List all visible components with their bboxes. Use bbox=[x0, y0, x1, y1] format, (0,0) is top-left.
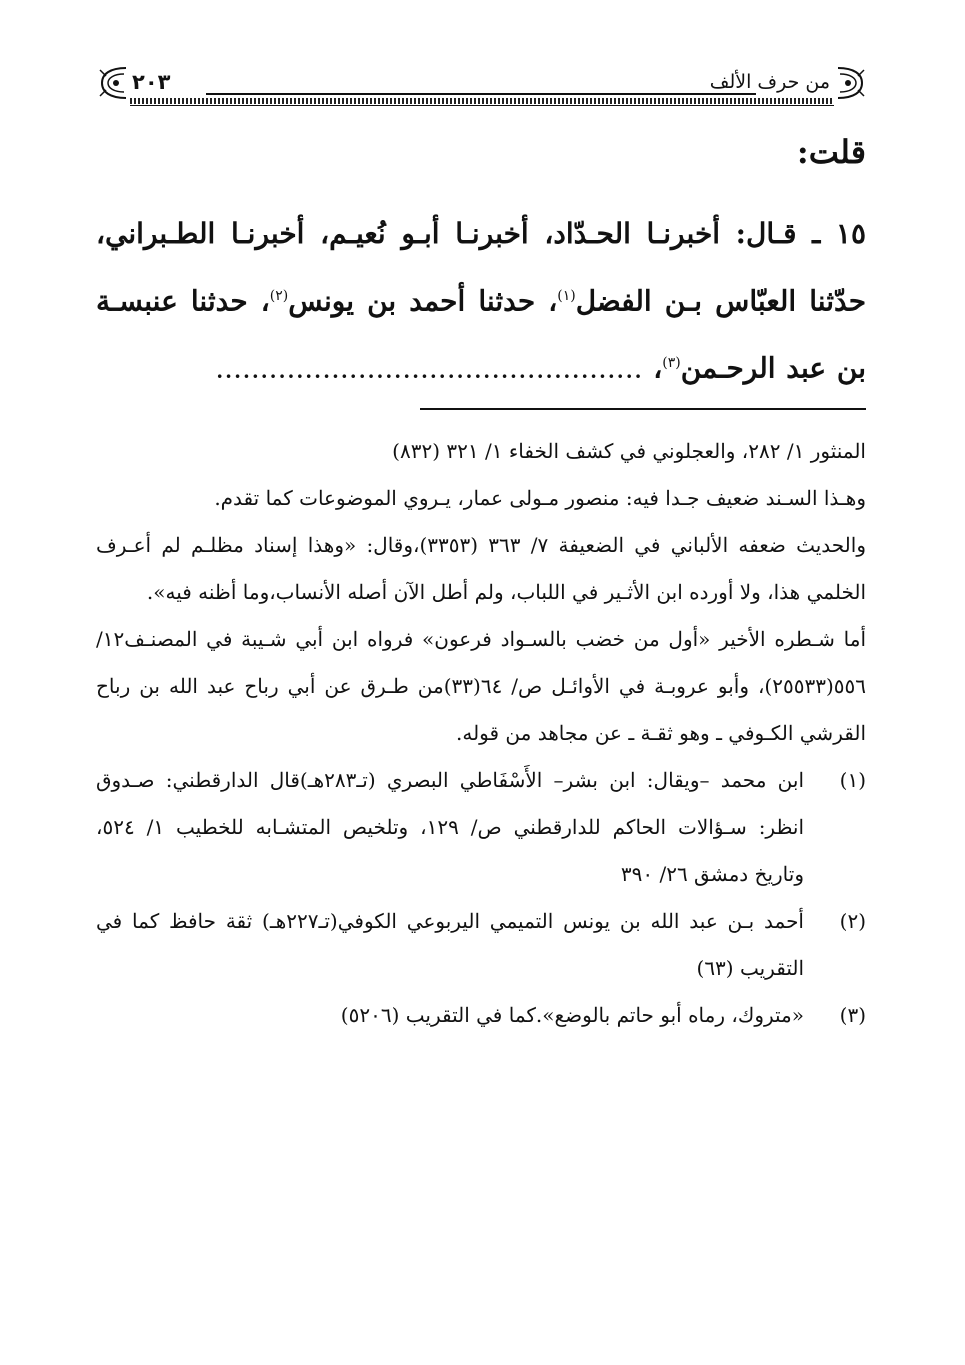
footnote-ref-3: (٣) bbox=[662, 355, 681, 372]
footnotes-area bbox=[96, 428, 866, 1039]
footnote-number: (٢) bbox=[839, 909, 866, 933]
continued-note-line: المنثور ١/ ٢٨٢، والعجلوني في كشف الخفاء ١/ ٣٢١ (٨٣٢) bbox=[392, 439, 866, 463]
footnote-number: (٣) bbox=[839, 1003, 866, 1027]
footnote-text: «متروك، رماه أبو حاتم بالوضع».كما في التقريب (٥٢٠٦) bbox=[340, 1003, 804, 1027]
ellipsis-dots: ................................................ bbox=[215, 351, 643, 385]
continued-note-paragraph: والحديث ضعفه الألباني في الضعيفة ٧/ ٣٦٣ (٣٣٥٣)،وقال: «وهذا إسناد مظلـم لم أعـرف الخلمي هذا، ولا أورده ابن الأثـير في اللباب، ولم أطل الآن أصله الأنساب،وما أظنه فيه». bbox=[96, 533, 866, 604]
footnote-separator bbox=[420, 408, 866, 410]
main-text bbox=[96, 125, 866, 400]
header-underline bbox=[130, 105, 834, 106]
footnote-number: (١) bbox=[839, 768, 866, 792]
continued-note-paragraph: وهـذا السـند ضعيف جـدا فيه: منصور مـولى عمار، يـروي الموضوعات كما تقدم. bbox=[214, 486, 866, 510]
hadith-text-4: ، bbox=[642, 351, 663, 385]
running-title: من حرف الألف bbox=[709, 71, 830, 93]
footnote-ref-1: (١) bbox=[557, 288, 576, 304]
footnote-text: ابن محمد –ويقال: ابن بشر– الأَسْفَاطي البصري (تـ٢٨٣هـ)قال الدارقطني: صـدوق انظر: سـؤالات الحاكم للدارقطني ص/ ١٢٩، وتلخيص المتشـابه للخطيب ١/ ٥٢٤، وتاريخ دمشق ٢٦/ ٣٩٠ bbox=[96, 768, 804, 886]
footnote-3 bbox=[96, 992, 866, 1039]
header-rule bbox=[206, 93, 756, 95]
footnote-1 bbox=[96, 757, 866, 898]
ornament-right-icon bbox=[834, 64, 868, 102]
hadith-text-2: ، حدثنا أحمد بن يونس bbox=[288, 284, 558, 318]
footnote-ref-2: (٢) bbox=[269, 288, 289, 304]
hadith-text-1: ١٥ ـ قـال: أخبرنـا الحـدّاد، أخبرنـا أبـو نُعيـم، أخبرنـا الطـبراني، حدّثنا العبّاس بـن الفضل bbox=[96, 217, 866, 318]
header-ornamental-band bbox=[130, 98, 834, 104]
continued-note-paragraph: أما شـطره الأخير «أول من خضب بالسـواد فرعون» فرواه ابن أبي شـيبة في المصنـف١٢/ ٥٥٦(٢٥٥٣٣)، وأبو عروبـة في الأوائـل ص/ ٦٤(٣٣)من طـرق عن أبي رباح عبد الله بن رباح القرشي الكـوفي ـ وهو ثقـة ـ عن مجاهد من قوله. bbox=[96, 627, 867, 745]
section-heading: قلت: bbox=[796, 133, 866, 171]
hadith-paragraph bbox=[96, 203, 866, 400]
page-number: ٢٠٣ bbox=[132, 70, 171, 94]
footnote-text: أحمد بـن عبد الله بن يونس التميمي اليربوعي الكوفي(تـ٢٢٧هـ) ثقة حافظ كما في التقريب (٦٣) bbox=[96, 909, 804, 980]
hadith-text-3: ، حدثنا عنبسـة بن عبد الرحـمن bbox=[96, 284, 866, 385]
footnote-2 bbox=[96, 898, 866, 992]
ornament-left-icon bbox=[96, 64, 130, 102]
running-header bbox=[96, 58, 868, 110]
